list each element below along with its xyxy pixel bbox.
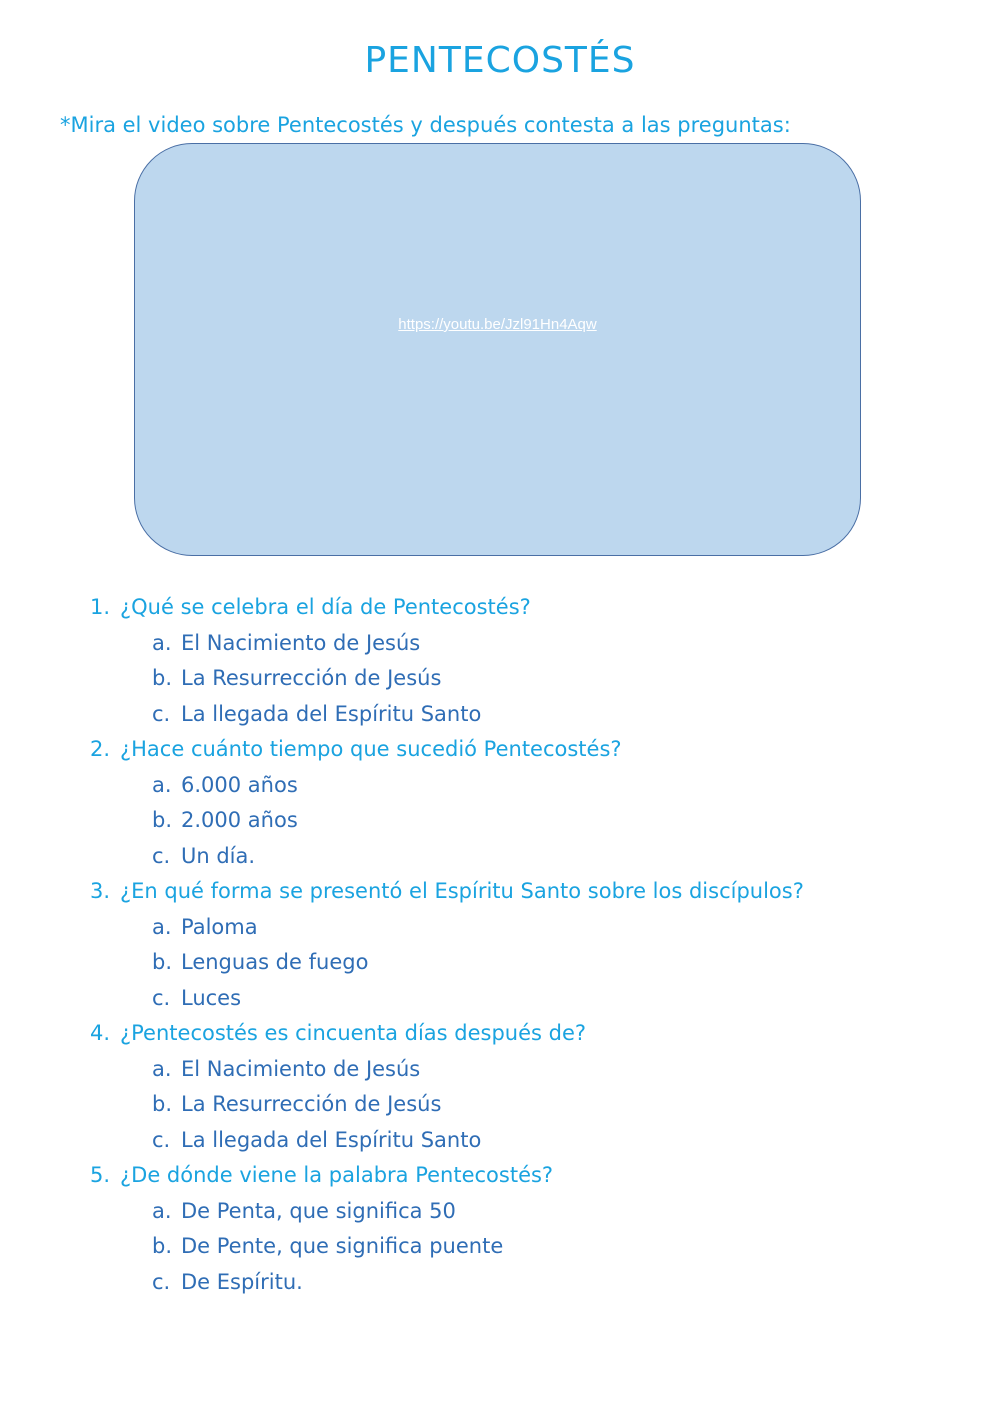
option-label: De Espíritu. bbox=[181, 1269, 303, 1294]
question-list bbox=[90, 590, 970, 1300]
option-letter: c. bbox=[152, 701, 171, 726]
option-label: El Nacimiento de Jesús bbox=[181, 1056, 421, 1081]
answer-option[interactable] bbox=[90, 697, 970, 733]
option-letter: a. bbox=[152, 1056, 172, 1081]
answer-option[interactable] bbox=[90, 803, 970, 839]
answer-option[interactable] bbox=[90, 1194, 970, 1230]
option-label: La llegada del Espíritu Santo bbox=[181, 1127, 482, 1152]
question-2 bbox=[90, 732, 970, 874]
question-text bbox=[90, 1158, 970, 1194]
option-label: La Resurrección de Jesús bbox=[181, 666, 442, 690]
option-label: La llegada del Espíritu Santo bbox=[181, 701, 482, 726]
option-label: Un día. bbox=[181, 843, 256, 868]
question-text bbox=[90, 874, 970, 910]
question-3 bbox=[90, 874, 970, 1016]
option-letter: c. bbox=[152, 1127, 171, 1152]
option-letter: b. bbox=[152, 808, 173, 832]
question-1 bbox=[90, 590, 970, 732]
option-label: Lenguas de fuego bbox=[181, 950, 369, 974]
option-label: 6.000 años bbox=[181, 772, 298, 797]
video-embed[interactable] bbox=[134, 143, 861, 556]
option-letter: c. bbox=[152, 1269, 171, 1294]
question-label: ¿Qué se celebra el día de Pentecostés? bbox=[120, 595, 531, 619]
option-letter: b. bbox=[152, 1234, 173, 1258]
question-label: ¿En qué forma se presentó el Espíritu Santo sobre los discípulos? bbox=[120, 879, 804, 903]
answer-option[interactable] bbox=[90, 661, 970, 697]
question-label: ¿Hace cuánto tiempo que sucedió Pentecostés? bbox=[120, 737, 622, 761]
option-label: Paloma bbox=[181, 914, 258, 939]
answer-option[interactable] bbox=[90, 1123, 970, 1159]
option-label: Luces bbox=[181, 985, 242, 1010]
question-text bbox=[90, 590, 970, 626]
question-number: 1. bbox=[90, 595, 111, 619]
question-number: 3. bbox=[90, 879, 111, 903]
option-letter: a. bbox=[152, 914, 172, 939]
question-text bbox=[90, 732, 970, 768]
option-letter: b. bbox=[152, 950, 173, 974]
option-label: La Resurrección de Jesús bbox=[181, 1092, 442, 1116]
page-title: PENTECOSTÉS bbox=[364, 40, 636, 81]
option-label: 2.000 años bbox=[181, 808, 298, 832]
question-number: 5. bbox=[90, 1163, 111, 1187]
answer-option[interactable] bbox=[90, 768, 970, 804]
option-letter: b. bbox=[152, 666, 173, 690]
option-label: El Nacimiento de Jesús bbox=[181, 630, 421, 655]
instruction-text: *Mira el video sobre Pentecostés y después contesta a las preguntas: bbox=[60, 113, 791, 137]
option-letter: c. bbox=[152, 985, 171, 1010]
option-label: De Penta, que significa 50 bbox=[181, 1198, 456, 1223]
answer-option[interactable] bbox=[90, 910, 970, 946]
question-label: ¿Pentecostés es cincuenta días después de? bbox=[120, 1021, 587, 1045]
answer-option[interactable] bbox=[90, 1052, 970, 1088]
video-link[interactable]: https://youtu.be/Jzl91Hn4Aqw bbox=[398, 316, 597, 333]
answer-option[interactable] bbox=[90, 1229, 970, 1265]
option-letter: a. bbox=[152, 1198, 172, 1223]
question-text bbox=[90, 1016, 970, 1052]
option-letter: c. bbox=[152, 843, 171, 868]
answer-option[interactable] bbox=[90, 981, 970, 1017]
question-label: ¿De dónde viene la palabra Pentecostés? bbox=[120, 1163, 554, 1187]
option-label: De Pente, que significa puente bbox=[181, 1234, 504, 1258]
option-letter: a. bbox=[152, 772, 172, 797]
question-5 bbox=[90, 1158, 970, 1300]
answer-option[interactable] bbox=[90, 1265, 970, 1301]
question-number: 2. bbox=[90, 737, 111, 761]
option-letter: b. bbox=[152, 1092, 173, 1116]
answer-option[interactable] bbox=[90, 945, 970, 981]
answer-option[interactable] bbox=[90, 626, 970, 662]
question-number: 4. bbox=[90, 1021, 111, 1045]
option-letter: a. bbox=[152, 630, 172, 655]
answer-option[interactable] bbox=[90, 1087, 970, 1123]
question-4 bbox=[90, 1016, 970, 1158]
answer-option[interactable] bbox=[90, 839, 970, 875]
